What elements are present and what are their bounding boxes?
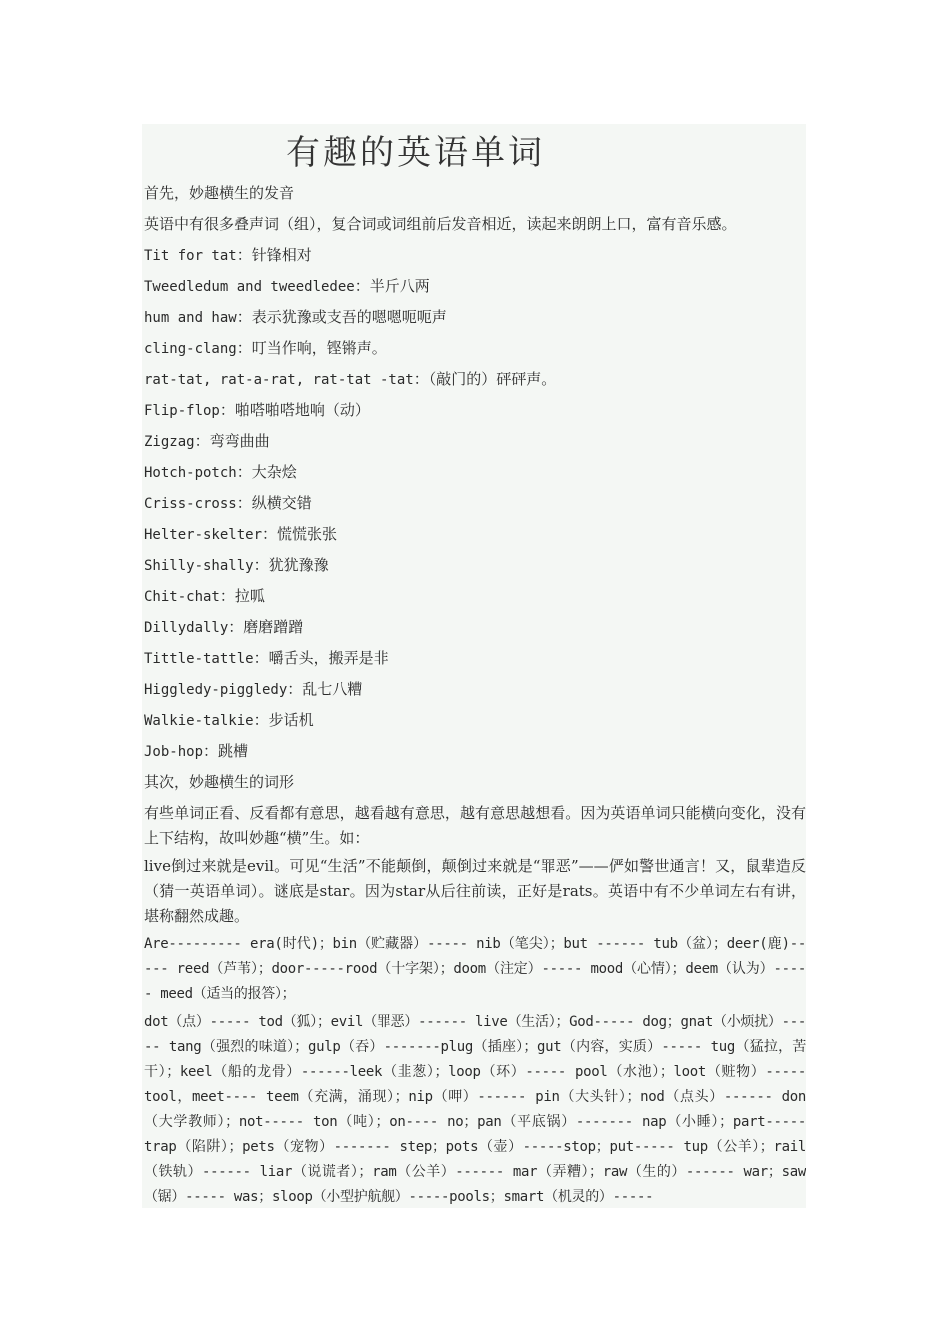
word-pair-item xyxy=(142,581,806,612)
word-pair-chinese: ：弯弯曲曲 xyxy=(194,432,270,450)
word-pair-chinese: ：跳槽 xyxy=(203,742,249,760)
paragraph-wordform-intro: 有些单词正看、反看都有意思，越看越有意思，越有意思越想看。因为英语单词只能横向变化，没有上下结构，故叫妙趣“横”生。如： xyxy=(144,804,806,847)
word-pair-chinese: ：拉呱 xyxy=(219,587,265,605)
word-pair-item xyxy=(142,302,806,333)
word-pair-english: Helter-skelter xyxy=(144,527,263,543)
word-pair-english: Job-hop xyxy=(144,744,204,760)
word-pair-item xyxy=(142,674,806,705)
word-pair-chinese: ：嚼舌头，搬弄是非 xyxy=(253,649,389,667)
word-pair-item xyxy=(142,519,806,550)
word-pair-item xyxy=(142,612,806,643)
word-pair-item xyxy=(142,705,806,736)
document-body xyxy=(142,124,806,1208)
word-pair-list xyxy=(142,240,806,767)
word-pair-chinese: ：乱七八糟 xyxy=(287,680,363,698)
word-pair-english: Higgledy-piggledy xyxy=(144,682,288,698)
word-pair-item xyxy=(142,271,806,302)
word-pair-item xyxy=(142,643,806,674)
word-pair-english: Shilly-shally xyxy=(144,558,254,574)
word-pair-chinese: ：步话机 xyxy=(253,711,314,729)
word-pair-item xyxy=(142,395,806,426)
word-pair-chinese: ：啪嗒啪嗒地响（动） xyxy=(219,401,370,419)
word-pair-chinese: ：纵横交错 xyxy=(236,494,312,512)
word-pair-chinese: ：大杂烩 xyxy=(236,463,297,481)
word-pair-chinese: ：磨磨蹭蹭 xyxy=(228,618,304,636)
word-pair-item xyxy=(142,333,806,364)
word-pair-english: Walkie-talkie xyxy=(144,713,254,729)
word-pair-item xyxy=(142,240,806,271)
word-pair-english: rat-tat, rat-a-rat, rat-tat -tat xyxy=(144,372,414,388)
word-pair-english: Flip-flop xyxy=(144,403,220,419)
document-title: 有趣的英语单词 xyxy=(286,133,545,173)
word-pair-english: Zigzag xyxy=(144,434,195,450)
paragraph-live-evil: live倒过来就是evil。可见“生活”不能颠倒，颠倒过来就是“罪恶”——俨如警世通言！又，鼠辈造反（猜一英语单词）。谜底是star。因为star从后往前读，正好是rats。英语中有不少单词左右有讲，堪称翻然成趣。 xyxy=(144,857,806,925)
word-pair-item xyxy=(142,488,806,519)
word-pair-chinese: ：叮当作响，铿锵声。 xyxy=(236,339,387,357)
word-pair-english: Chit-chat xyxy=(144,589,220,605)
word-pair-chinese: ：表示犹豫或支吾的嗯嗯呃呃声 xyxy=(236,308,447,326)
word-pair-english: Tweedledum and tweedledee xyxy=(144,279,355,295)
word-pair-item xyxy=(142,457,806,488)
word-pair-item xyxy=(142,550,806,581)
section-intro-pronunciation: 英语中有很多叠声词（组），复合词或词组前后发音相近，读起来朗朗上口，富有音乐感。 xyxy=(144,215,737,233)
word-pair-english: Tit for tat xyxy=(144,248,237,264)
word-pair-chinese: ：半斤八两 xyxy=(354,277,430,295)
word-pair-chinese: ：（敲门的）砰砰声。 xyxy=(413,370,557,388)
word-pair-item xyxy=(142,364,806,395)
word-pair-english: cling-clang xyxy=(144,341,237,357)
word-pair-chinese: ：针锋相对 xyxy=(236,246,312,264)
word-pair-chinese: ：慌慌张张 xyxy=(262,525,338,543)
word-pair-item xyxy=(142,426,806,457)
word-pair-english: Criss-cross xyxy=(144,496,237,512)
paragraph-word-list-2: dot（点）----- tod（狐）；evil（罪恶）------ live（生活）；God----- dog；gnat（小烦扰）----- tang（强烈的味道）；gulp（吞）-------plug（插座）；gut（内容，实质）----- tug（猛拉，苦干）；keel（船的龙骨）------leek（韭葱）；loop（环）----- pool（水池）；loot（赃物）----- tool，meet---- teem（充满，涌现）；nip（呷）------ pin（大头针）；nod（点头）------ don（大学教师）；not----- ton（吨）；on---- no；pan（平底锅）------- nap（小睡）；part----- trap（陷阱）；pets（宠物）------- step；pots（壶）-----stop；put----- tup（公羊）；rail（铁轨）------ liar（说谎者）；ram（公羊）------ mar（弄糟）；raw（生的）------ war；saw（锯）----- was；sloop（小型护航舰）-----pools；smart（机灵的）----- xyxy=(144,1014,806,1205)
word-pair-chinese: ：犹犹豫豫 xyxy=(253,556,329,574)
section-heading-pronunciation: 首先，妙趣横生的发音 xyxy=(144,184,295,202)
word-pair-english: Tittle-tattle xyxy=(144,651,254,667)
word-pair-english: hum and haw xyxy=(144,310,237,326)
word-pair-english: Dillydally xyxy=(144,620,229,636)
paragraph-word-list-1: Are--------- era(时代)；bin（贮藏器）----- nib（笔尖）；but ------ tub（盆）；deer(鹿)----- reed（芦苇）；door-----rood（十字架）；doom（注定）----- mood（心情）；deem（认为）----- meed（适当的报答）； xyxy=(144,936,806,1002)
word-pair-english: Hotch-potch xyxy=(144,465,237,481)
section-heading-wordform: 其次，妙趣横生的词形 xyxy=(144,773,295,791)
word-pair-item xyxy=(142,736,806,767)
